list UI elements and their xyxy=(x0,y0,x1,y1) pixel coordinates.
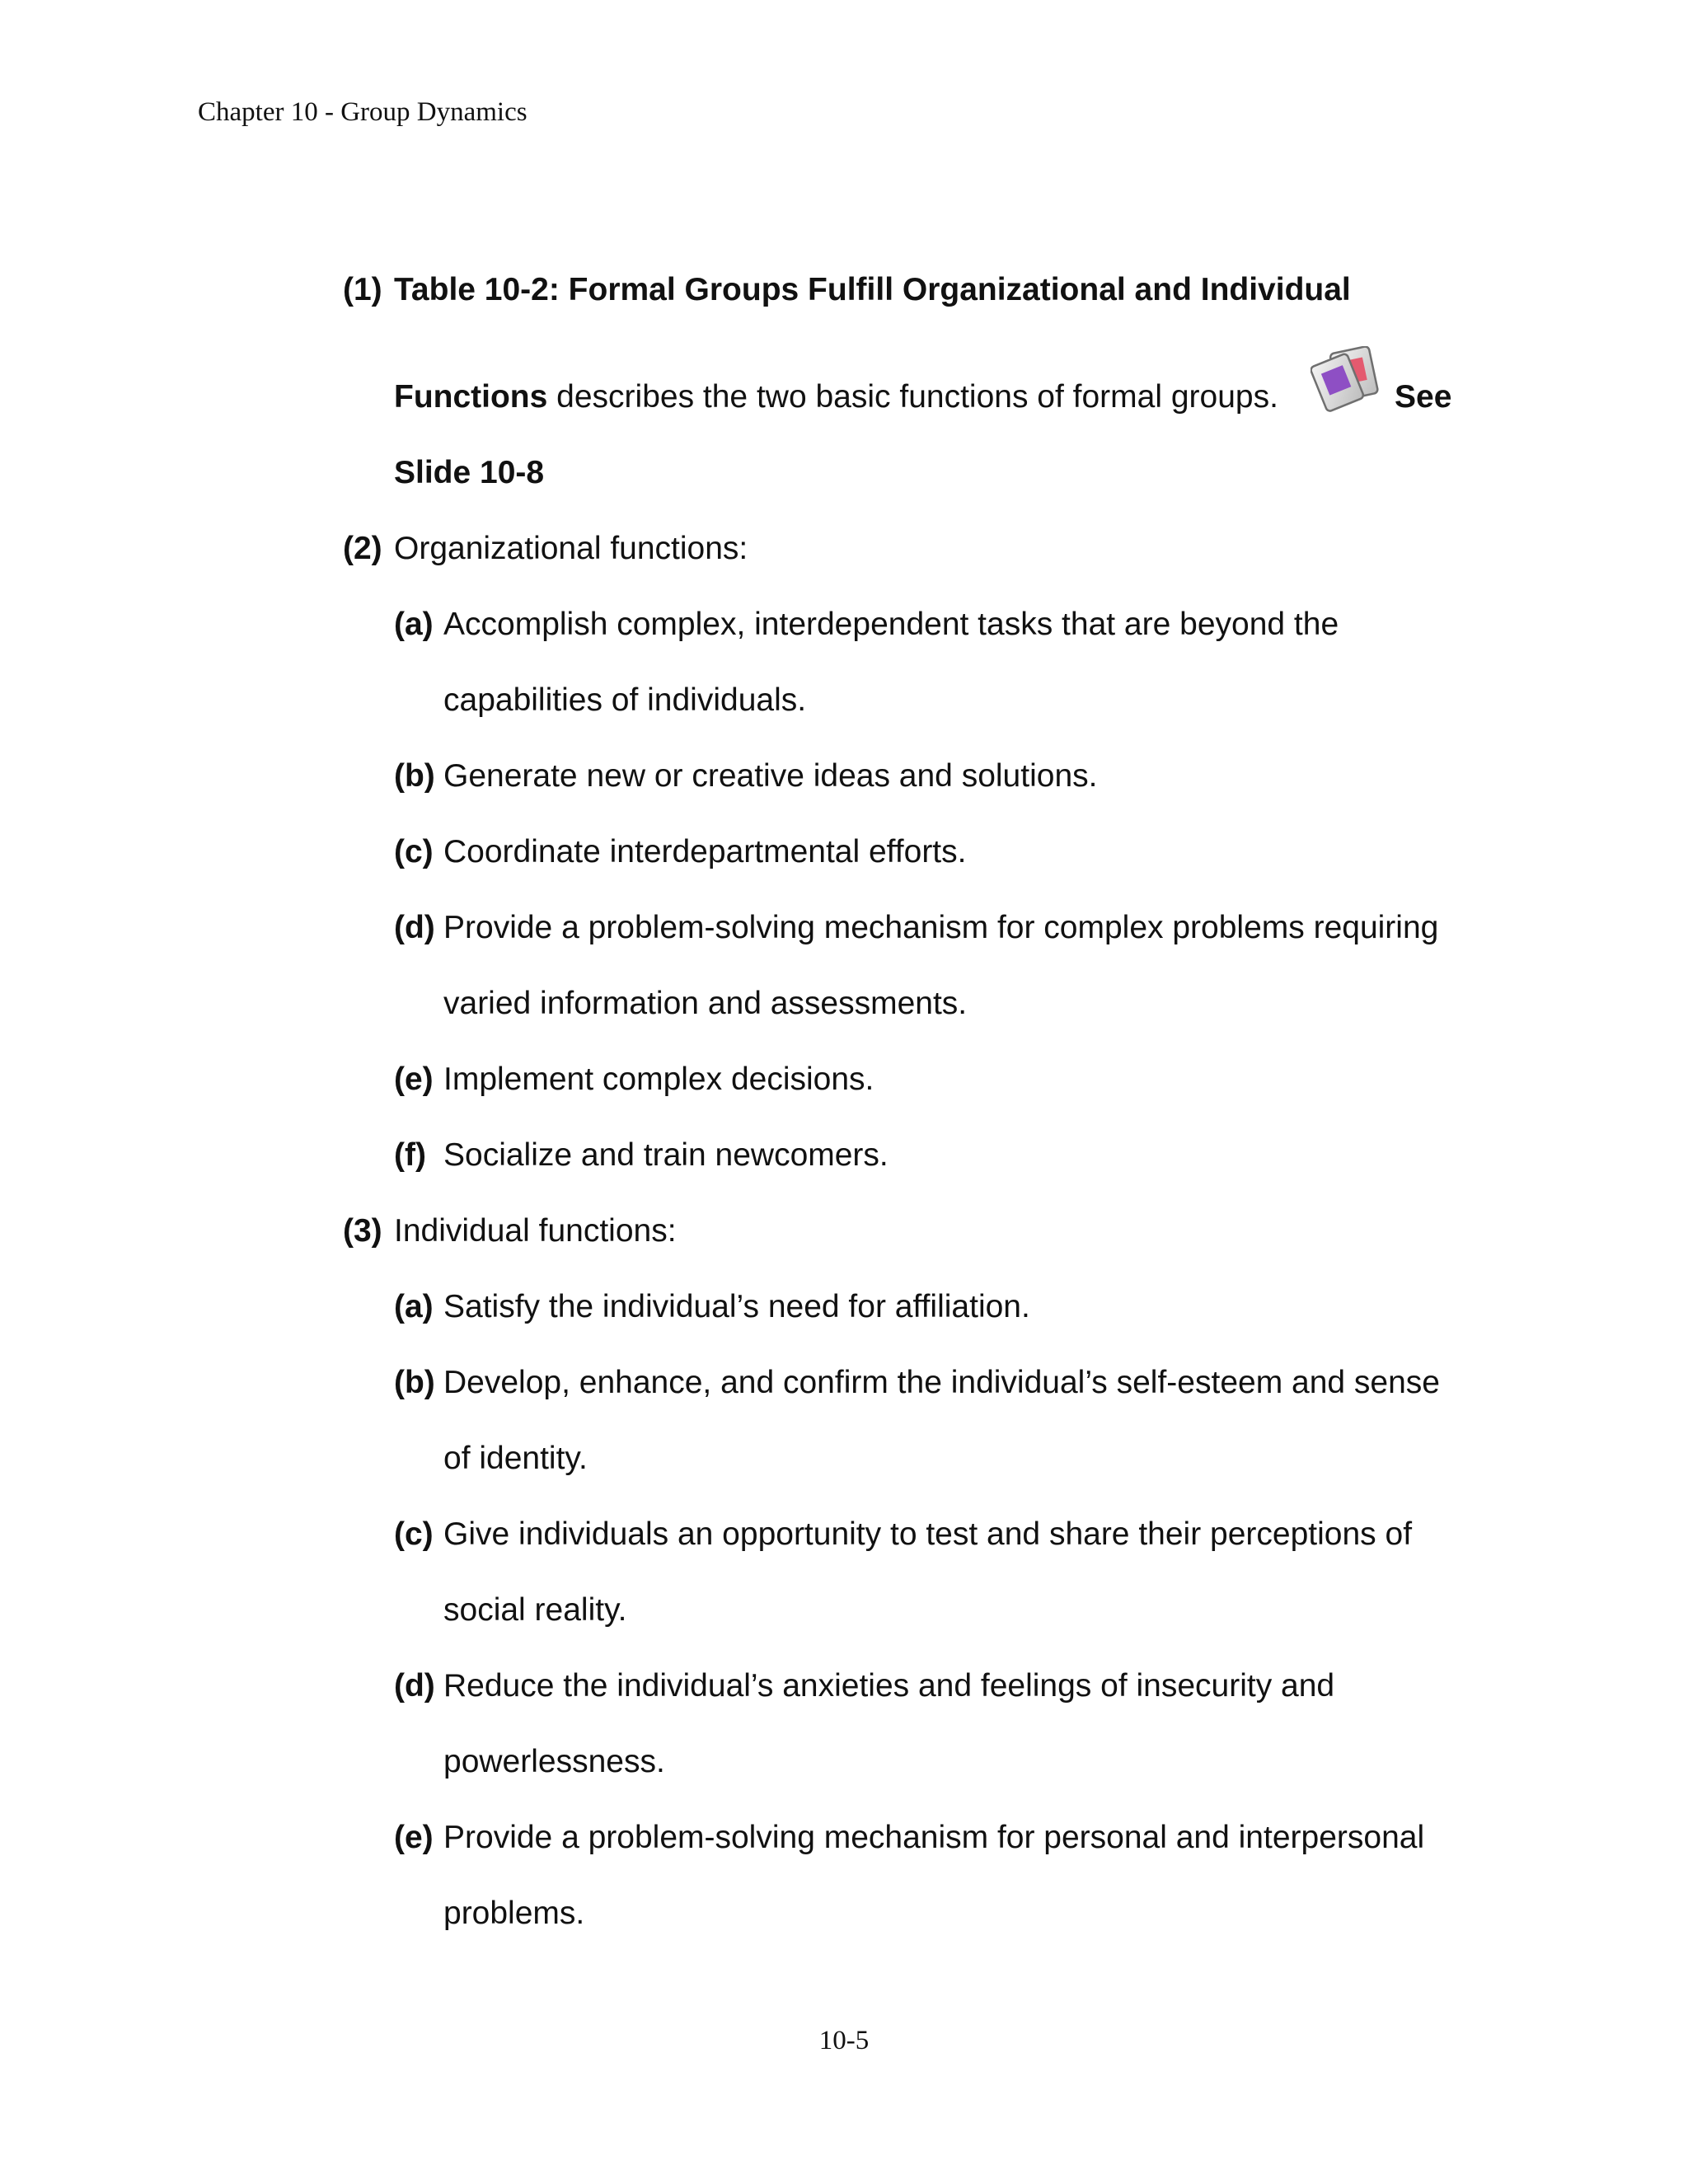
see-label: See xyxy=(1395,379,1452,415)
item-2c-text-line1: Coordinate interdepartmental efforts. xyxy=(443,834,967,869)
item-2f-text-line1: Socialize and train newcomers. xyxy=(443,1137,889,1173)
slide-icon xyxy=(1311,346,1383,412)
item-3a-text-line1: Satisfy the individual’s need for affiliation. xyxy=(443,1289,1030,1324)
item-2-number: (2) xyxy=(343,531,382,566)
item-2d-text-line2: varied information and assessments. xyxy=(443,986,968,1021)
item-3d-letter: (d) xyxy=(394,1668,435,1704)
item-3b-letter: (b) xyxy=(394,1365,435,1400)
item-3c-text-line2: social reality. xyxy=(443,1592,627,1628)
item-2b-text-line1: Generate new or creative ideas and solutions. xyxy=(443,758,1098,794)
item-2b-letter: (b) xyxy=(394,758,435,794)
item-2e-letter: (e) xyxy=(394,1062,434,1097)
item-3e-text-line1: Provide a problem-solving mechanism for personal and interpersonal xyxy=(443,1820,1425,1855)
item-3d-text-line2: powerlessness. xyxy=(443,1744,665,1779)
item-2c-letter: (c) xyxy=(394,834,434,869)
item-3b-text-line2: of identity. xyxy=(443,1441,588,1476)
item-3e-text-line2: problems. xyxy=(443,1896,585,1931)
item-3c-text-line1: Give individuals an opportunity to test and share their perceptions of xyxy=(443,1516,1413,1552)
item-1-description: describes the two basic functions of formal groups. xyxy=(547,379,1278,415)
item-2e-text-line1: Implement complex decisions. xyxy=(443,1062,874,1097)
item-3-heading: Individual functions: xyxy=(394,1213,677,1249)
item-2a-letter: (a) xyxy=(394,607,434,642)
item-2d-letter: (d) xyxy=(394,910,435,945)
item-2d-text-line1: Provide a problem-solving mechanism for complex problems requiring xyxy=(443,910,1439,945)
item-1-title-line2: Functions xyxy=(394,379,548,415)
item-2f-letter: (f) xyxy=(394,1137,426,1173)
item-3b-text-line1: Develop, enhance, and confirm the individual’s self-esteem and sense xyxy=(443,1365,1440,1400)
page-number: 10-5 xyxy=(818,2026,870,2055)
item-3-number: (3) xyxy=(343,1213,382,1249)
item-1-line2 xyxy=(394,379,1278,415)
item-3d-text-line1: Reduce the individual’s anxieties and feelings of insecurity and xyxy=(443,1668,1335,1704)
item-2-heading: Organizational functions: xyxy=(394,531,748,566)
item-1-number: (1) xyxy=(343,272,382,307)
item-1-title-line1: Table 10-2: Formal Groups Fulfill Organizational and Individual xyxy=(394,272,1351,307)
item-3a-letter: (a) xyxy=(394,1289,434,1324)
item-3c-letter: (c) xyxy=(394,1516,434,1552)
item-2a-text-line1: Accomplish complex, interdependent tasks that are beyond the xyxy=(443,607,1339,642)
slide-reference: Slide 10-8 xyxy=(394,455,545,490)
item-3e-letter: (e) xyxy=(394,1820,434,1855)
chapter-header: Chapter 10 - Group Dynamics xyxy=(198,97,528,127)
item-2a-text-line2: capabilities of individuals. xyxy=(443,682,807,718)
